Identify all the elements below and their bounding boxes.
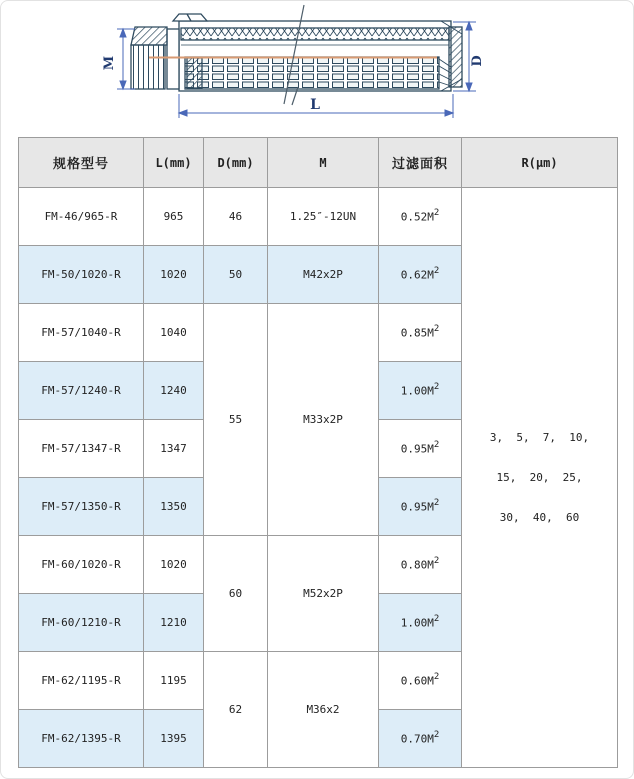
end-cap [449, 27, 462, 87]
cell-rating-merged [462, 188, 618, 768]
spec-table [18, 137, 618, 768]
cell-length: 1395 [144, 710, 204, 768]
cell-area: $1.00M^2$ [379, 594, 462, 652]
cell-diameter-merged: 60 [204, 536, 268, 652]
cell-length: 1350 [144, 478, 204, 536]
header-length: L(mm) [144, 138, 204, 188]
cell-model: FM-62/1195-R [19, 652, 144, 710]
filter-element-drawing [1, 1, 634, 135]
cell-model: FM-57/1040-R [19, 304, 144, 362]
cell-model: FM-57/1240-R [19, 362, 144, 420]
cell-thread-merged: M36x2 [268, 652, 379, 768]
cell-area: $0.85M^2$ [379, 304, 462, 362]
cell-length: 1347 [144, 420, 204, 478]
header-rating: R(μm) [462, 138, 618, 188]
cartridge-body [131, 14, 462, 91]
rating-line: 15, 20, 25, [496, 470, 583, 484]
fitting-plate [167, 29, 179, 89]
cell-area: $0.70M^2$ [379, 710, 462, 768]
cell-length: 1195 [144, 652, 204, 710]
cell-model: FM-46/965-R [19, 188, 144, 246]
thread-fitting [131, 45, 165, 89]
header-thread: M [268, 138, 379, 188]
dim-label-d: D [470, 55, 485, 67]
cell-area: $1.00M^2$ [379, 362, 462, 420]
cell-area: $0.62M^2$ [379, 246, 462, 304]
cell-thread: 1.25″-12UN [268, 188, 379, 246]
table-row [19, 188, 618, 246]
cell-length: 965 [144, 188, 204, 246]
filter-drawing-svg [1, 1, 634, 135]
header-row [19, 138, 618, 188]
cell-area: $0.52M^2$ [379, 188, 462, 246]
rating-line: 30, 40, 60 [499, 510, 580, 524]
cell-thread-merged: M52x2P [268, 536, 379, 652]
cell-length: 1210 [144, 594, 204, 652]
cell-model: FM-57/1350-R [19, 478, 144, 536]
perforated-cage [185, 57, 439, 89]
cell-model: FM-60/1210-R [19, 594, 144, 652]
cell-thread: M42x2P [268, 246, 379, 304]
cell-model: FM-62/1395-R [19, 710, 144, 768]
fitting-hatch [131, 27, 167, 45]
cell-diameter-merged: 55 [204, 304, 268, 536]
header-model: 规格型号 [19, 138, 144, 188]
filter-media-section [181, 28, 449, 40]
cell-length: 1020 [144, 246, 204, 304]
cell-area: $0.80M^2$ [379, 536, 462, 594]
header-area: 过滤面积 [379, 138, 462, 188]
cell-model: FM-60/1020-R [19, 536, 144, 594]
cell-thread-merged: M33x2P [268, 304, 379, 536]
dim-label-m: M [102, 55, 117, 71]
cell-length: 1020 [144, 536, 204, 594]
cell-area: $0.95M^2$ [379, 478, 462, 536]
cell-area: $0.60M^2$ [379, 652, 462, 710]
cell-diameter-merged: 62 [204, 652, 268, 768]
cell-length: 1240 [144, 362, 204, 420]
dim-label-l: L [310, 97, 320, 113]
header-diameter: D(mm) [204, 138, 268, 188]
cell-model: FM-50/1020-R [19, 246, 144, 304]
rating-line: 3, 5, 7, 10, [489, 430, 590, 444]
cell-diameter: 46 [204, 188, 268, 246]
cell-area: $0.95M^2$ [379, 420, 462, 478]
cell-diameter: 50 [204, 246, 268, 304]
cell-length: 1040 [144, 304, 204, 362]
cell-model: FM-57/1347-R [19, 420, 144, 478]
